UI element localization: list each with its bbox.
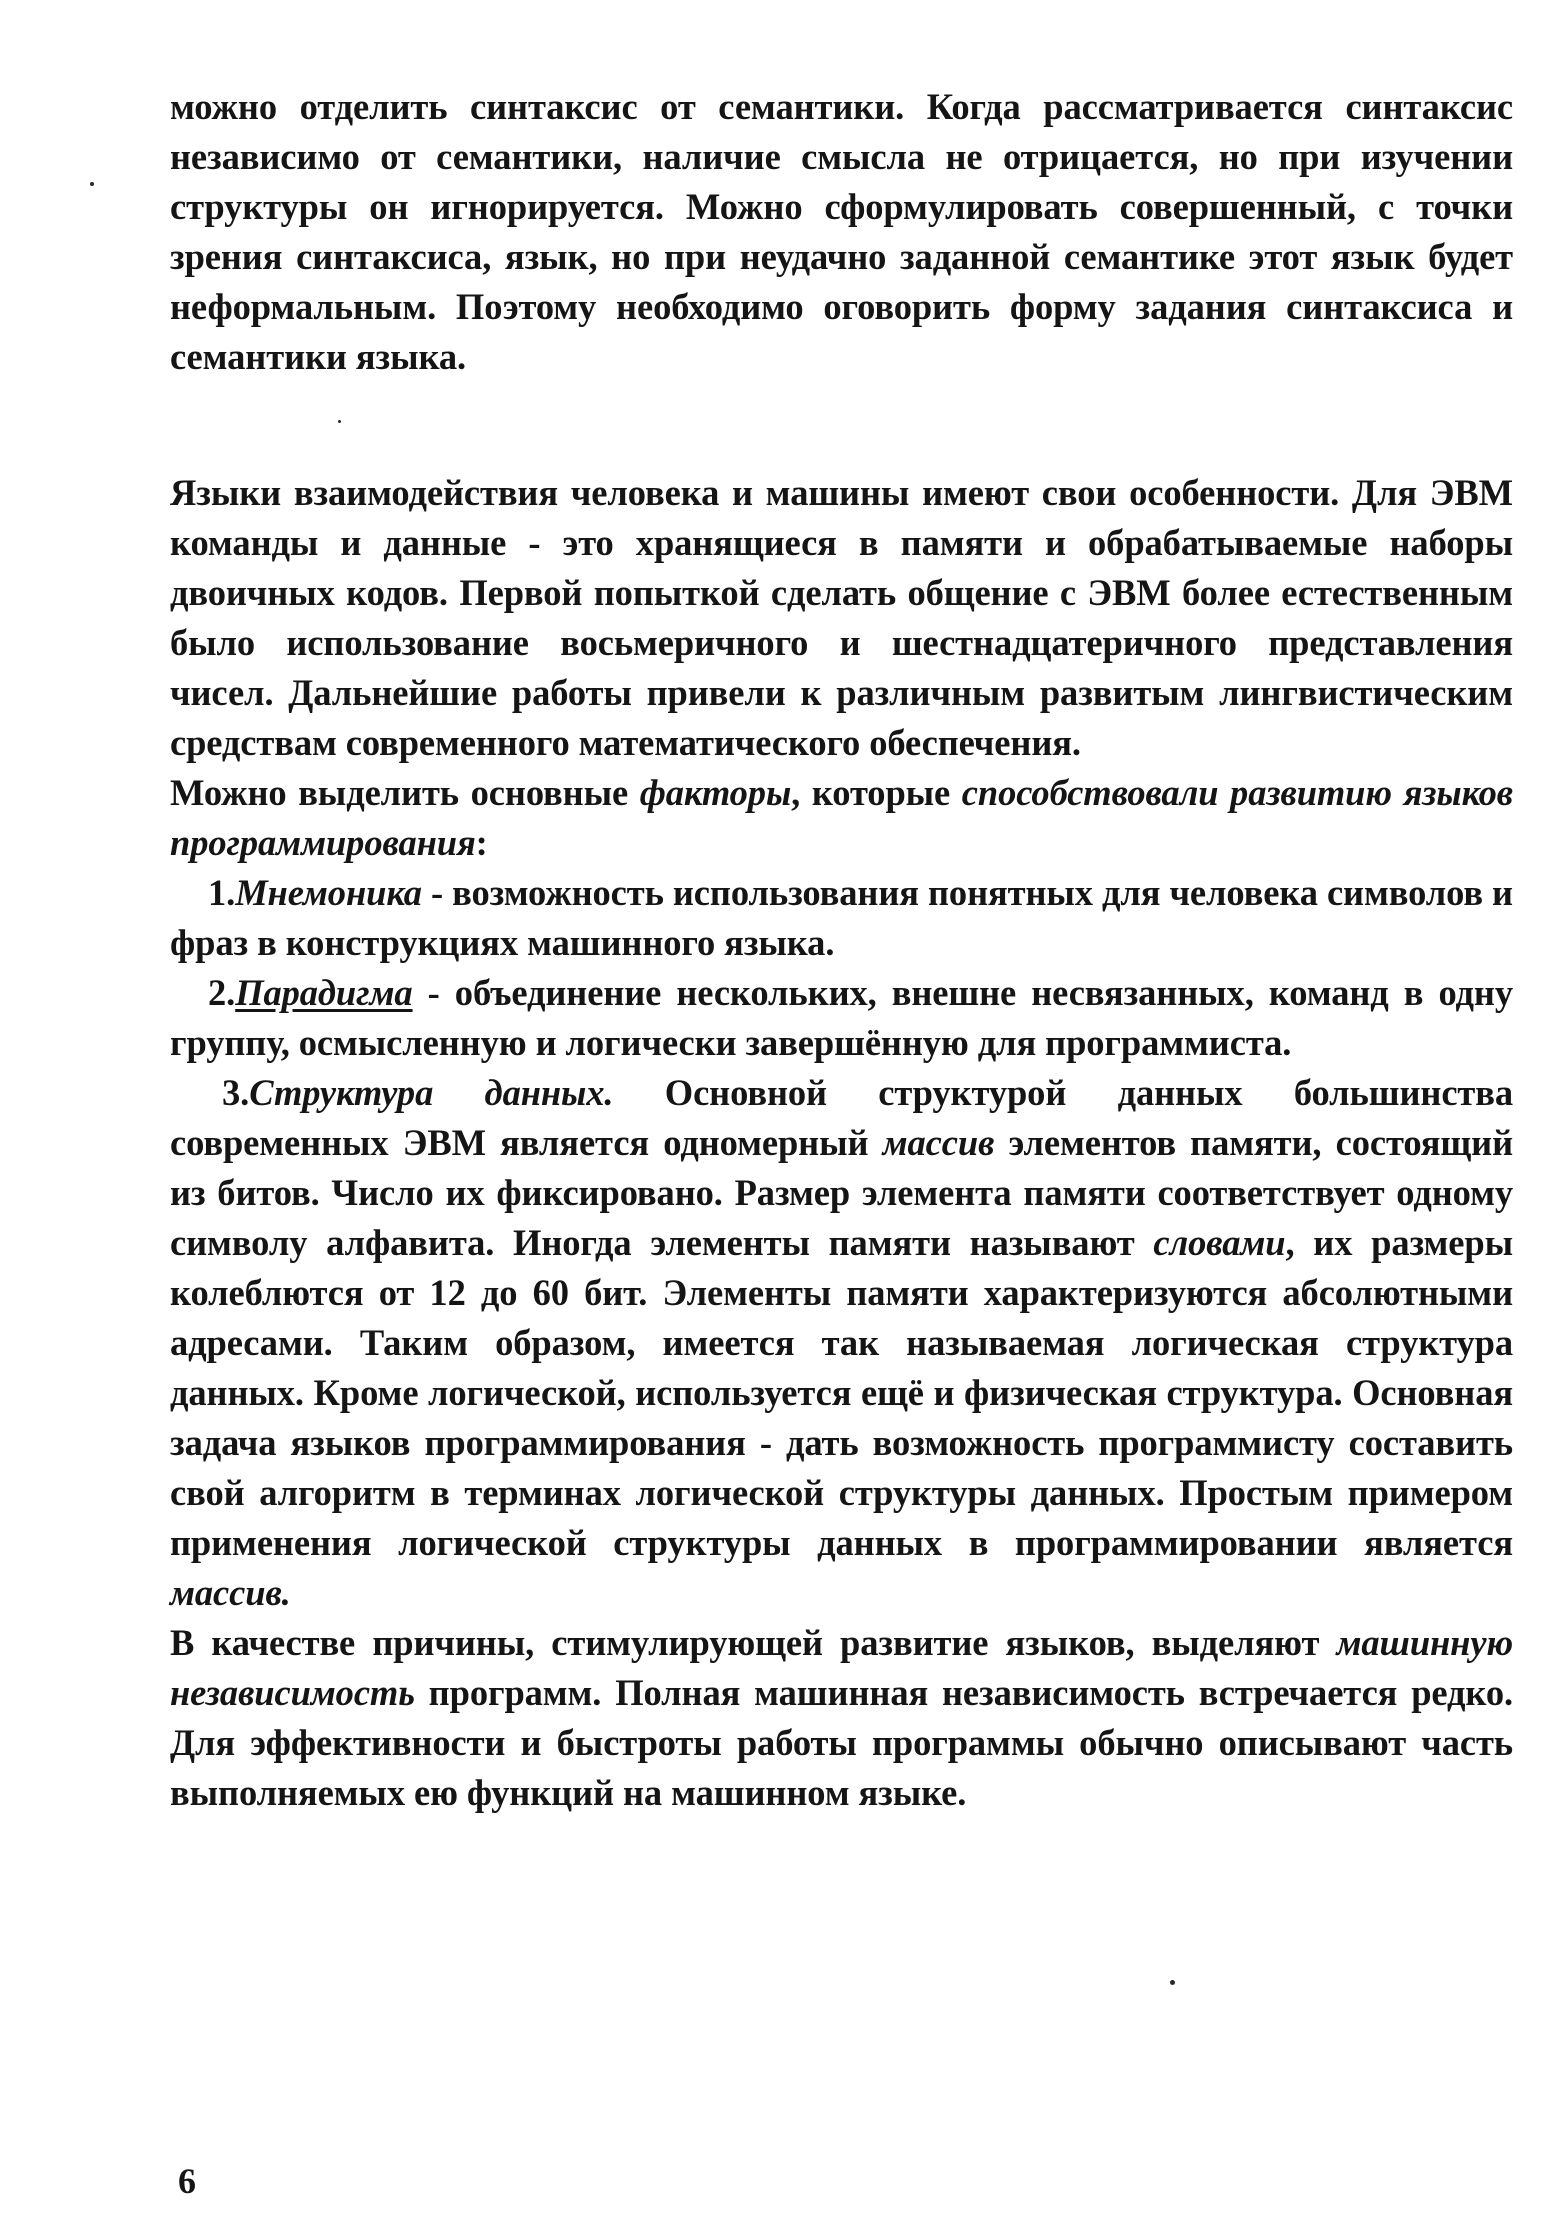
item3-italic-words: словами <box>1153 1222 1286 1263</box>
item-number: 1. <box>208 872 236 913</box>
factors-phrase: способствовали развитию языков программирования <box>170 772 1513 863</box>
paragraph-intro-text: можно отделить синтаксис от семантики. Когда рассматривается синтаксис независимо от семантики, наличие смысла не отрицается, но при изучении структуры он игнорируется. Можно сформулировать совершенный, с точки зрения синтаксиса, язык, но при неудачно заданной семантике этот язык будет неформальным. Поэтому необходимо оговорить форму задания синтаксиса и семантики языка. <box>170 86 1513 377</box>
list-item-data-structure <box>170 1068 1513 1618</box>
paragraph-languages-text: Языки взаимодействия человека и машины имеют свои особенности. Для ЭВМ команды и данные - это хранящиеся в памяти и обрабатываемые наборы двоичных кодов. Первой попыткой сделать общение с ЭВМ более естественным было использование восьмеричного и шестнадцатеричного представления чисел. Дальнейшие работы привели к различным развитым лингвистическим средствам современного математического обеспечения. <box>170 472 1513 763</box>
mi-term: машинную независимость <box>170 1622 1513 1713</box>
scan-speck <box>1170 1980 1175 1985</box>
mi-rest: программ. Полная машинная независимость встречается редко. Для эффективности и быстроты работы программы обычно описывают часть выполняемых ею функций на машинном языке. <box>170 1672 1513 1813</box>
factors-term: факторы <box>639 772 792 813</box>
item3-italic-array-2: массив. <box>170 1572 291 1613</box>
factors-sentence <box>170 768 1513 868</box>
scan-speck <box>90 182 94 186</box>
item-number: 2. <box>208 972 236 1013</box>
factors-lead: Можно выделить основные <box>170 772 640 813</box>
paragraph-machine-independence <box>170 1618 1513 1818</box>
item-term-mnemonics: Мнемоника <box>235 872 422 913</box>
item3-text-1: Основной структурой данных большинства современных ЭВМ является одномерный <box>170 1072 1514 1163</box>
factors-middle: , которые <box>791 772 962 813</box>
paragraph-intro <box>170 82 1513 382</box>
page-number: 6 <box>178 2161 196 2201</box>
item3-italic-array: массив <box>882 1122 995 1163</box>
item-text: - объединение нескольких, внешне несвязанных, команд в одну группу, осмысленную и логически завершённую для программиста. <box>170 972 1513 1063</box>
item-term-data-structure: Структура данных. <box>249 1072 614 1113</box>
item-number: 3. <box>222 1072 250 1113</box>
list-item-paradigm <box>170 968 1513 1068</box>
item3-text-2: элементов памяти, состоящий из битов. Число их фиксировано. Размер элемента памяти соответствует одному символу алфавита. Иногда элементы памяти называют <box>170 1122 1513 1263</box>
item-text: - возможность использования понятных для человека символов и фраз в конструкциях машинного языка. <box>170 872 1513 963</box>
item-term-paradigm: Парадигма <box>235 972 413 1013</box>
paragraph-languages <box>170 468 1513 1818</box>
scan-speck <box>338 420 341 423</box>
item3-text-3: , их размеры колеблются от 12 до 60 бит. Элементы памяти характеризуются абсолютными адресами. Таким образом, имеется так называемая логическая структура данных. Кроме логической, используется ещё и физическая структура. Основная задача языков программирования - дать возможность программисту составить свой алгоритм в терминах логической структуры данных. Простым примером применения логической структуры данных в программировании является <box>170 1222 1513 1563</box>
factors-end: : <box>475 822 488 863</box>
mi-lead: В качестве причины, стимулирующей развитие языков, выделяют <box>170 1622 1337 1663</box>
list-item-mnemonics <box>170 868 1513 968</box>
